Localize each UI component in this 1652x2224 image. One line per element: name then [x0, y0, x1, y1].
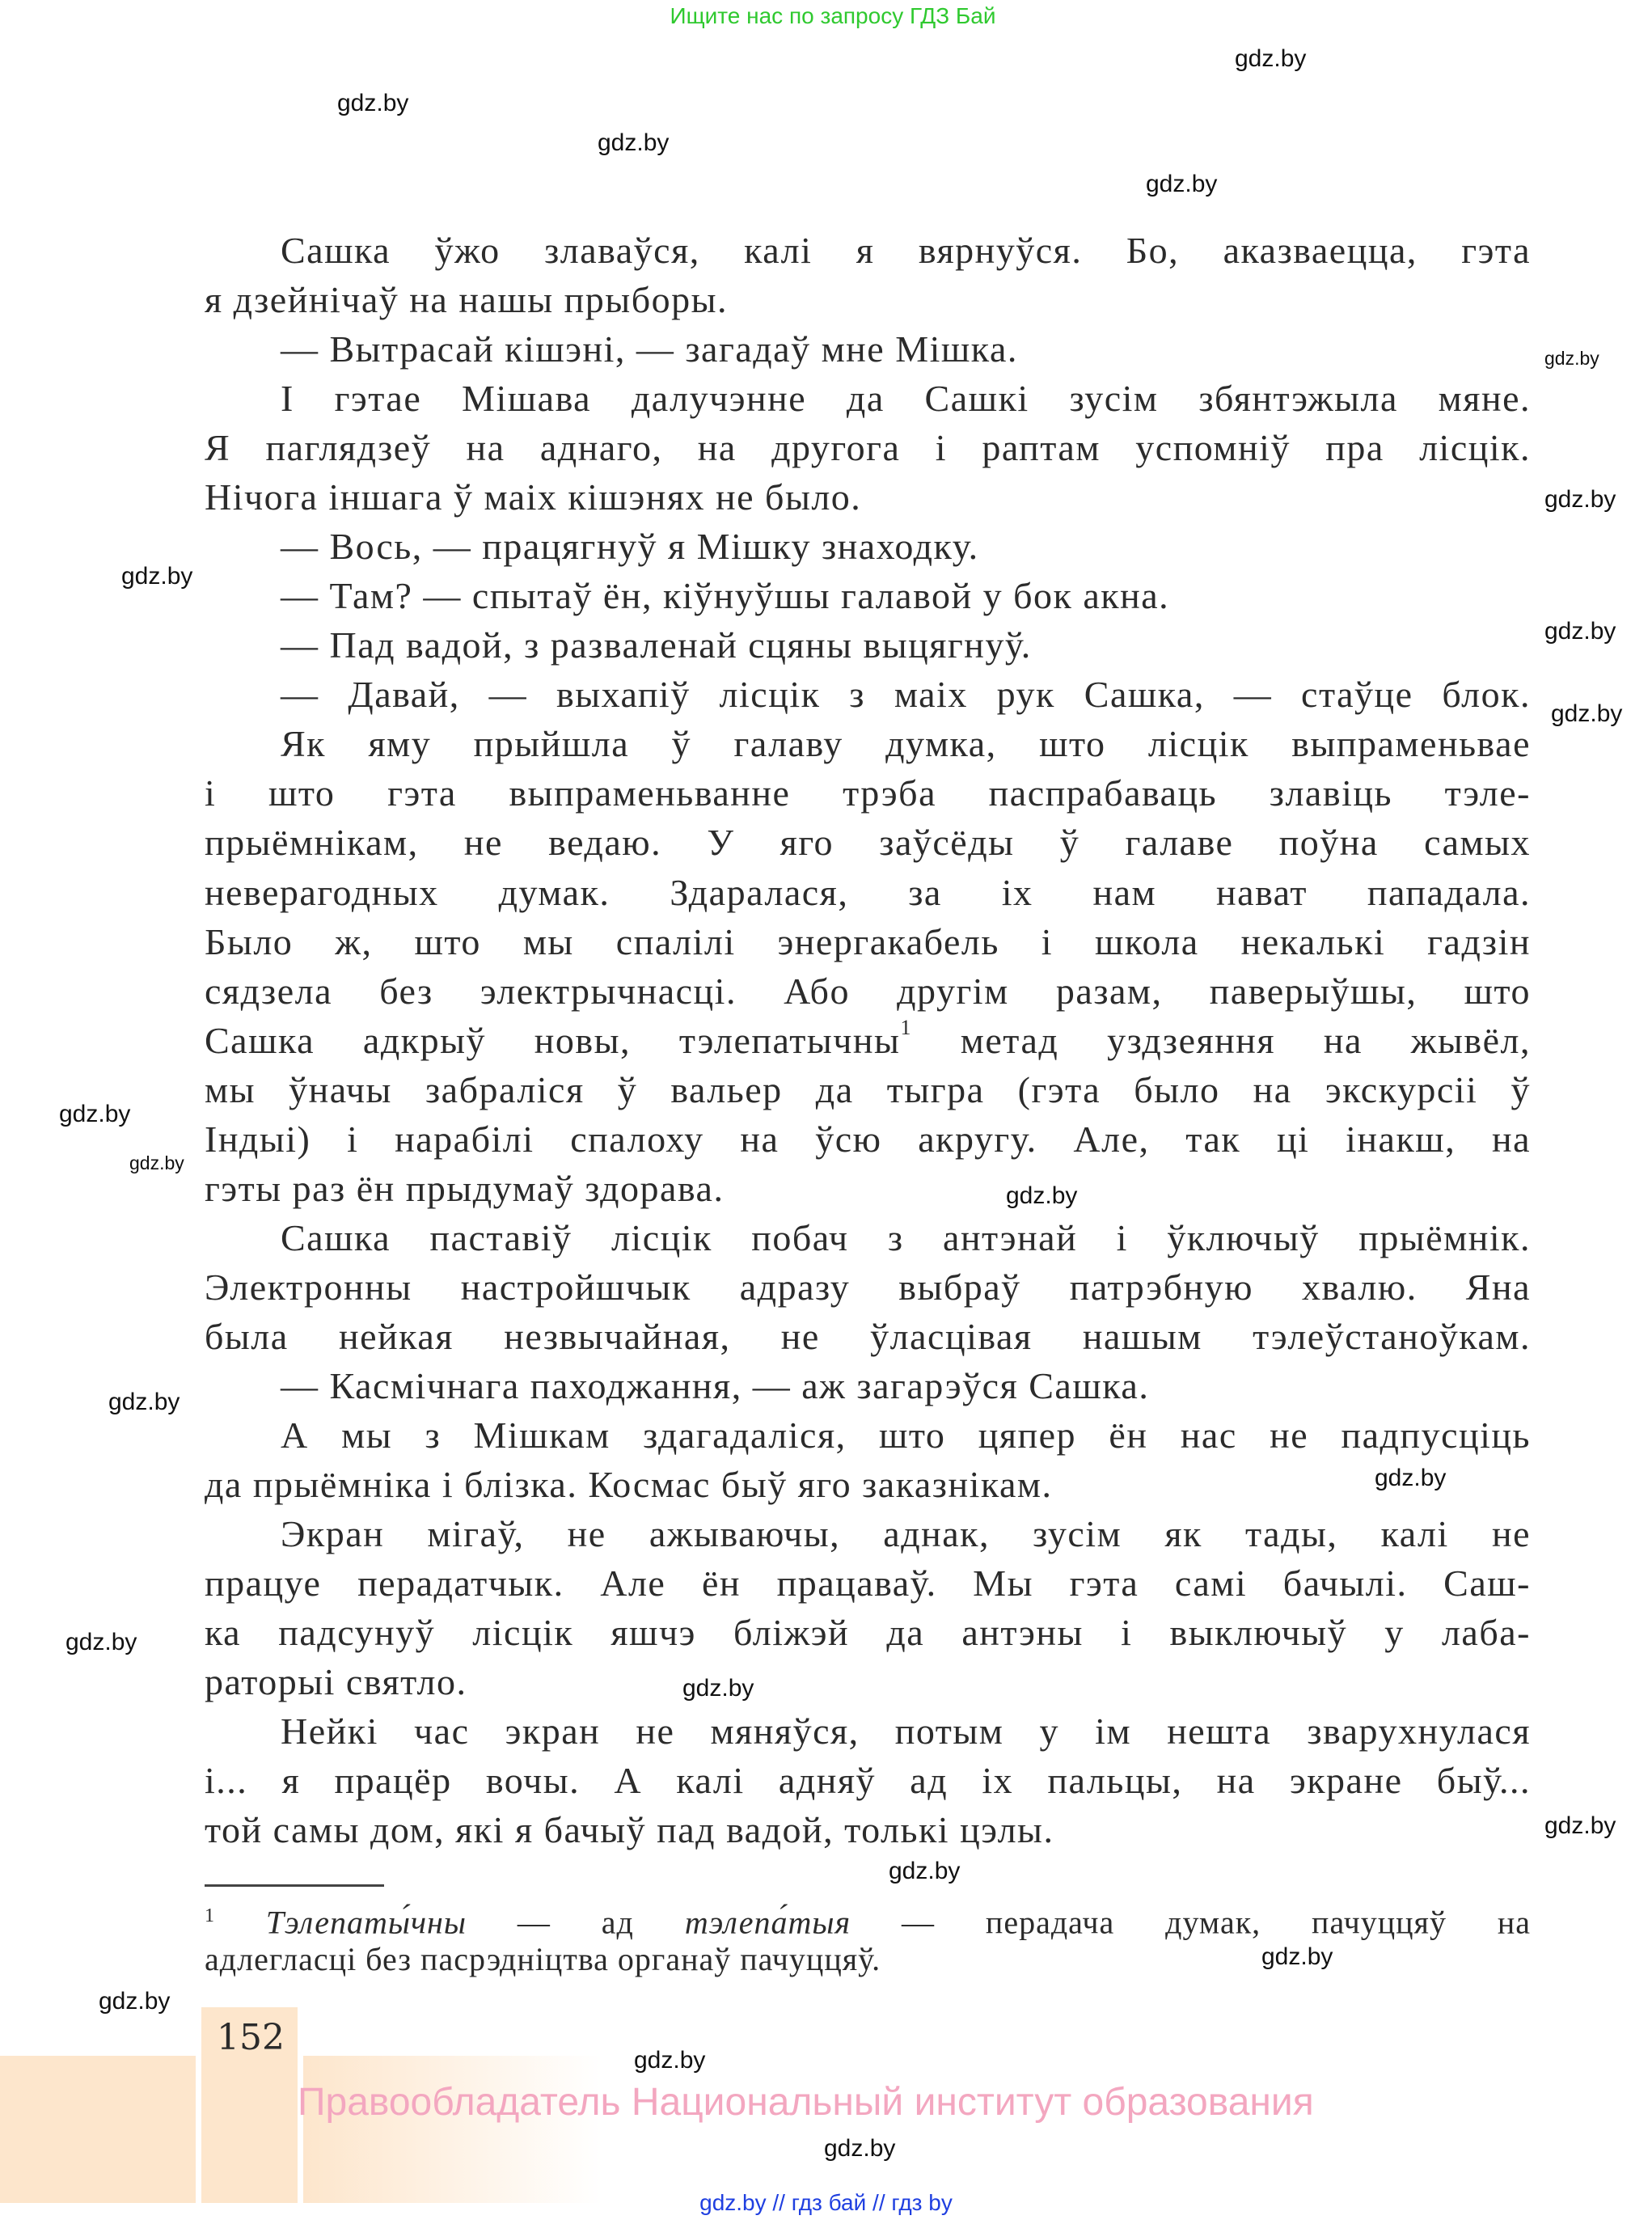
text-line-content: да прыёмніка і блізка. Космас быў яго заказнікам. — [205, 1464, 1053, 1505]
text-line-content: раторыі святло. — [205, 1661, 467, 1703]
gdz-watermark: gdz.by — [634, 2047, 706, 2074]
text-line-content: Электронны настройшчык адразу выбраў патрэбную хвалю. Яна — [205, 1266, 1531, 1308]
text-line-content: неверагодных думак. Здаралася, за іх нам нават пападала. — [205, 871, 1531, 913]
gdz-watermark: gdz.by — [337, 90, 409, 116]
text-line-content: — Давай, — выхапіў лісцік з маіх рук Сашка, — стаўце блок. — [281, 674, 1531, 716]
text-line — [205, 1016, 1531, 1065]
page-band-left — [0, 2056, 196, 2203]
text-line-content: працуе перадатчык. Але ён працаваў. Мы гэта самі бачылі. Саш- — [205, 1562, 1531, 1605]
text-line-content: я дзейнічаў на нашы прыборы. — [205, 279, 729, 321]
text-line — [205, 1608, 1531, 1657]
gdz-watermark: gdz.by — [1006, 1182, 1078, 1209]
text-line — [281, 571, 1531, 620]
text-line-content: Я паглядзеў на аднаго, на другога і раптам успомніў пра лісцік. — [205, 427, 1531, 469]
text-line-content: прыёмнікам, не ведаю. У яго заўсёды ў галаве поўна самых — [205, 822, 1531, 864]
text-line — [205, 423, 1531, 472]
text-line — [281, 620, 1531, 670]
text-line — [205, 1657, 1531, 1706]
gdz-watermark: gdz.by — [65, 1629, 137, 1655]
site-links[interactable]: gdz.by // гдз бай // гдз by — [699, 2190, 953, 2215]
text-line — [205, 1065, 1531, 1114]
text-line-content: Нейкі час экран не мяняўся, потым у ім нешта зварухнулася — [281, 1710, 1531, 1753]
text-line-content: Сашка ўжо злаваўся, калі я вярнуўся. Бо, аказваецца, гэта — [281, 230, 1531, 271]
text-line-content: метад уздзеяння на жывёл, — [911, 1019, 1532, 1061]
text-line — [205, 1805, 1531, 1854]
text-line-content: і... я працёр вочы. А калі адняў ад іх пальцы, на экране быў... — [205, 1760, 1531, 1802]
text-line-content: Сашка паставіў лісцік побач з антэнай і ўключыў прыёмнік. — [281, 1216, 1531, 1258]
page-number: 152 — [217, 2017, 285, 2058]
text-line-content: І гэтае Мішава далучэнне да Сашкі зусім збянтэжыла мяне. — [281, 378, 1531, 420]
text-line — [205, 472, 1531, 522]
gdz-watermark: gdz.by — [682, 1675, 754, 1702]
text-line-content: Экран мігаў, не ажываючы, аднак, зусім як тады, калі не — [281, 1513, 1531, 1555]
text-line-content: сядзела без электрычнасці. Або другім разам, паверыўшы, што — [205, 970, 1531, 1012]
footnote-source: тэлепа́тыя — [684, 1904, 851, 1941]
gdz-watermark: gdz.by — [99, 1988, 171, 2015]
text-line — [205, 1756, 1531, 1805]
text-line-content: і што гэта выпраменьванне трэба паспрабаваць злавіць тэле- — [205, 772, 1531, 814]
text-line — [281, 1410, 1531, 1460]
text-line-content: А мы з Мішкам здагадаліся, што цяпер ён нас не падпусціць — [281, 1414, 1531, 1456]
gdz-watermark: gdz.by — [598, 129, 670, 156]
text-line — [281, 374, 1531, 423]
text-line — [205, 275, 1531, 324]
gdz-watermark: gdz.by — [59, 1101, 131, 1127]
text-line — [205, 768, 1531, 818]
text-line-content: Было ж, што мы спалілі энергакабель і школа некалькі гадзін — [205, 920, 1531, 962]
text-line-content: Сашка адкрыў новы, тэлепатычны — [205, 1019, 901, 1061]
text-line-content: мы ўначы забраліся ў вальер да тыгра (гэта было на экскурсіі ў — [205, 1068, 1531, 1110]
text-line — [205, 818, 1531, 867]
text-line-content: — Вось, — працягнуў я Мішку знаходку. — [281, 526, 979, 568]
text-line — [205, 966, 1531, 1016]
gdz-watermark: gdz.by — [1551, 700, 1623, 727]
footnote-line-1 — [205, 1894, 1532, 1941]
gdz-watermark: gdz.by — [1544, 618, 1616, 645]
gdz-watermark: gdz.by — [121, 563, 193, 590]
page-band-right — [303, 2056, 602, 2203]
gdz-watermark: gdz.by — [1544, 1812, 1616, 1839]
text-line-content: гэты раз ён прыдумаў здорава. — [205, 1167, 725, 1209]
text-line-content: Індыі) і нарабілі спалоху на ўсю акругу. Але, так ці інакш, на — [205, 1118, 1531, 1160]
text-line — [205, 1114, 1531, 1164]
text-line — [205, 868, 1531, 917]
text-line — [281, 226, 1531, 275]
text-line-content: — Пад вадой, з разваленай сцяны выцягнуў. — [281, 624, 1032, 666]
gdz-watermark: gdz.by — [1375, 1465, 1447, 1491]
text-line-content: Як яму прыйшла ў галаву думка, што лісцік выпраменьвае — [281, 723, 1531, 765]
text-line — [281, 1706, 1531, 1756]
footnote-ref: 1 — [900, 1015, 912, 1039]
text-line — [205, 1164, 1531, 1213]
footnote-mark: 1 — [205, 1905, 215, 1926]
gdz-watermark: gdz.by — [889, 1858, 961, 1884]
gdz-watermark: gdz.by — [1146, 171, 1218, 197]
text-line-content: ка падсунуў лісцік яшчэ бліжэй да антэны і выключыў у лаба- — [205, 1612, 1531, 1654]
text-line-content: Нічога іншага ў маіх кішэнях не было. — [205, 476, 862, 518]
gdz-watermark: gdz.by — [1261, 1943, 1333, 1970]
gdz-watermark: gdz.by — [129, 1152, 184, 1173]
text-line — [205, 917, 1531, 966]
footnote-term: Тэлепаты́чны — [265, 1904, 467, 1941]
rights-watermark: Правообладатель Национальный институт образования — [298, 2081, 1314, 2124]
gdz-watermark: gdz.by — [1544, 348, 1599, 369]
text-line — [205, 1312, 1531, 1361]
text-line-content: — Там? — спытаў ён, кіўнуўшы галавой у бок акна. — [281, 575, 1170, 617]
search-hint: Ищите нас по запросу ГДЗ Бай — [670, 3, 996, 28]
gdz-watermark: gdz.by — [1544, 486, 1616, 513]
text-line-content: — Касмічнага паходжання, — аж загарэўся Сашка. — [281, 1364, 1150, 1406]
text-line — [281, 670, 1531, 719]
text-line-content: той самы дом, які я бачыў пад вадой, толькі цэлы. — [205, 1809, 1054, 1851]
text-line — [281, 1509, 1531, 1558]
text-line-content: — Вытрасай кішэні, — загадаў мне Мішка. — [281, 328, 1018, 370]
text-line — [281, 522, 1531, 571]
gdz-watermark: gdz.by — [1235, 45, 1307, 72]
gdz-watermark: gdz.by — [824, 2135, 896, 2162]
text-line — [281, 1361, 1531, 1410]
text-line-content: была нейкая незвычайная, не ўласцівая нашым тэлеўстаноўкам. — [205, 1315, 1531, 1357]
text-line — [281, 719, 1531, 768]
text-line — [205, 1460, 1531, 1509]
footnote-rest: — перадача думак, пачуццяў на — [851, 1904, 1532, 1941]
footnote-divider — [205, 1884, 384, 1887]
text-line — [205, 1262, 1531, 1312]
gdz-watermark: gdz.by — [108, 1389, 180, 1415]
footnote-line-2: адлегласці без пасрэдніцтва органаў пачуццяў. — [205, 1941, 881, 1977]
footnote-sep: — ад — [466, 1904, 685, 1941]
text-line — [281, 1213, 1531, 1262]
text-line — [205, 1558, 1531, 1608]
text-line — [281, 324, 1531, 374]
